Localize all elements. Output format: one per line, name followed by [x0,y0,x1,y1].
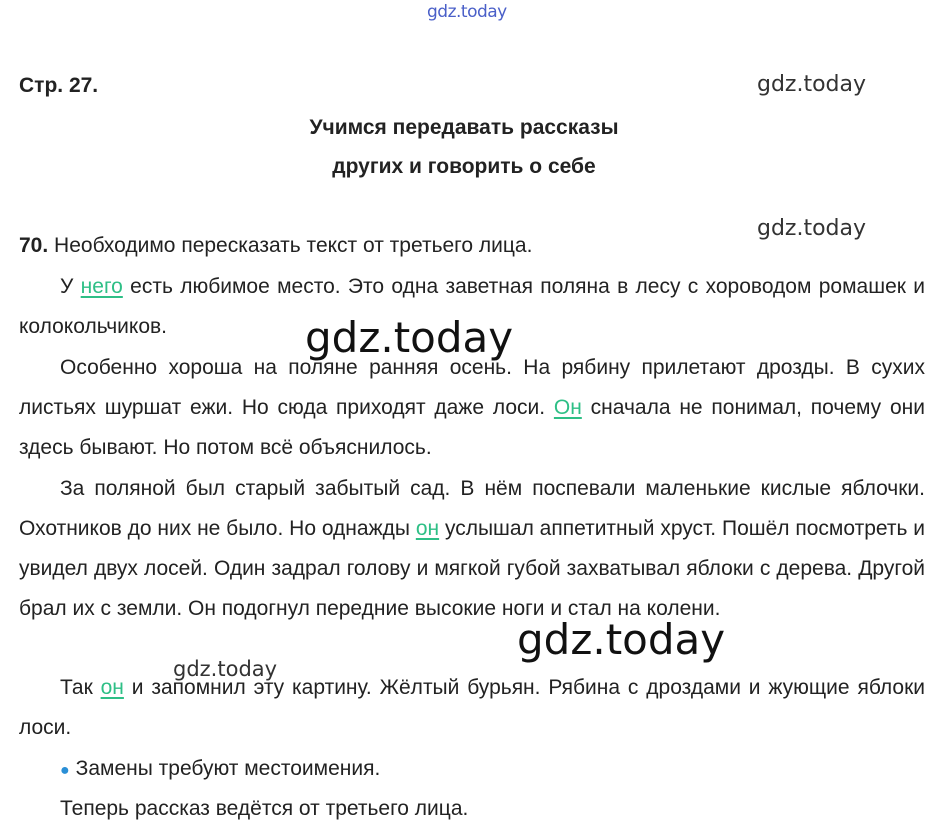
page-title-line-2: других и говорить о себе [332,155,596,178]
watermark-large-2: gdz.today [517,615,726,664]
paragraph-4-start: Так [60,676,101,699]
watermark-small: gdz.today [173,657,278,681]
paragraph-2 [19,348,925,468]
paragraph-4 [19,668,925,748]
page-title-line-1: Учимся передавать рассказы [309,116,619,139]
paragraph-1-rest: есть любимое место. Это одна заветная поляна в лесу с хороводом ромашек и колокольчиков. [19,275,925,338]
paragraph-3-start: За поляной был старый забытый сад. В нём поспевали маленькие кислые яблочки. Охотников до них не было. Но однажды [19,477,925,540]
paragraph-1-start: У [60,275,81,298]
paragraph-2-start: Особенно хороша на поляне ранняя осень. На рябину прилетают дрозды. В сухих листьях шуршат ежи. Но сюда приходят даже лоси. [19,356,925,419]
watermark-large-1: gdz.today [305,313,514,362]
exercise-task-text: Необходимо пересказать текст от третьего лица. [54,234,533,257]
pronoun-highlight: Он [553,396,582,419]
pronoun-highlight: он [415,517,440,540]
paragraph-3-rest: услышал аппетитный хруст. Пошёл посмотреть и увидел двух лосей. Один задрал голову и мягкой губой захватывал яблоки с дерева. Другой брал их с земли. Он подогнул передние высокие ноги и стал на колени. [19,517,925,620]
watermark-top: gdz.today [427,2,507,22]
final-text: Теперь рассказ ведётся от третьего лица. [60,797,469,820]
watermark-right-2: gdz.today [757,216,867,241]
pronoun-highlight: него [80,275,123,298]
page-number: Стр. 27. [19,74,99,97]
paragraph-2-rest: сначала не понимал, почему они здесь бывают. Но потом всё объяснилось. [19,396,925,459]
bullet-text: Замены требуют местоимения. [75,757,381,780]
exercise-task [19,226,925,266]
bullet-note [19,749,925,791]
final-note [19,789,925,829]
paragraph-3 [19,469,925,629]
bullet-icon: ● [60,762,70,779]
paragraph-4-rest: и запомнил эту картину. Жёлтый бурьян. Рябина с дроздами и жующие яблоки лоси. [19,676,925,739]
watermark-right-1: gdz.today [757,72,867,97]
exercise-number: 70. [19,234,49,257]
pronoun-highlight: он [100,676,124,699]
